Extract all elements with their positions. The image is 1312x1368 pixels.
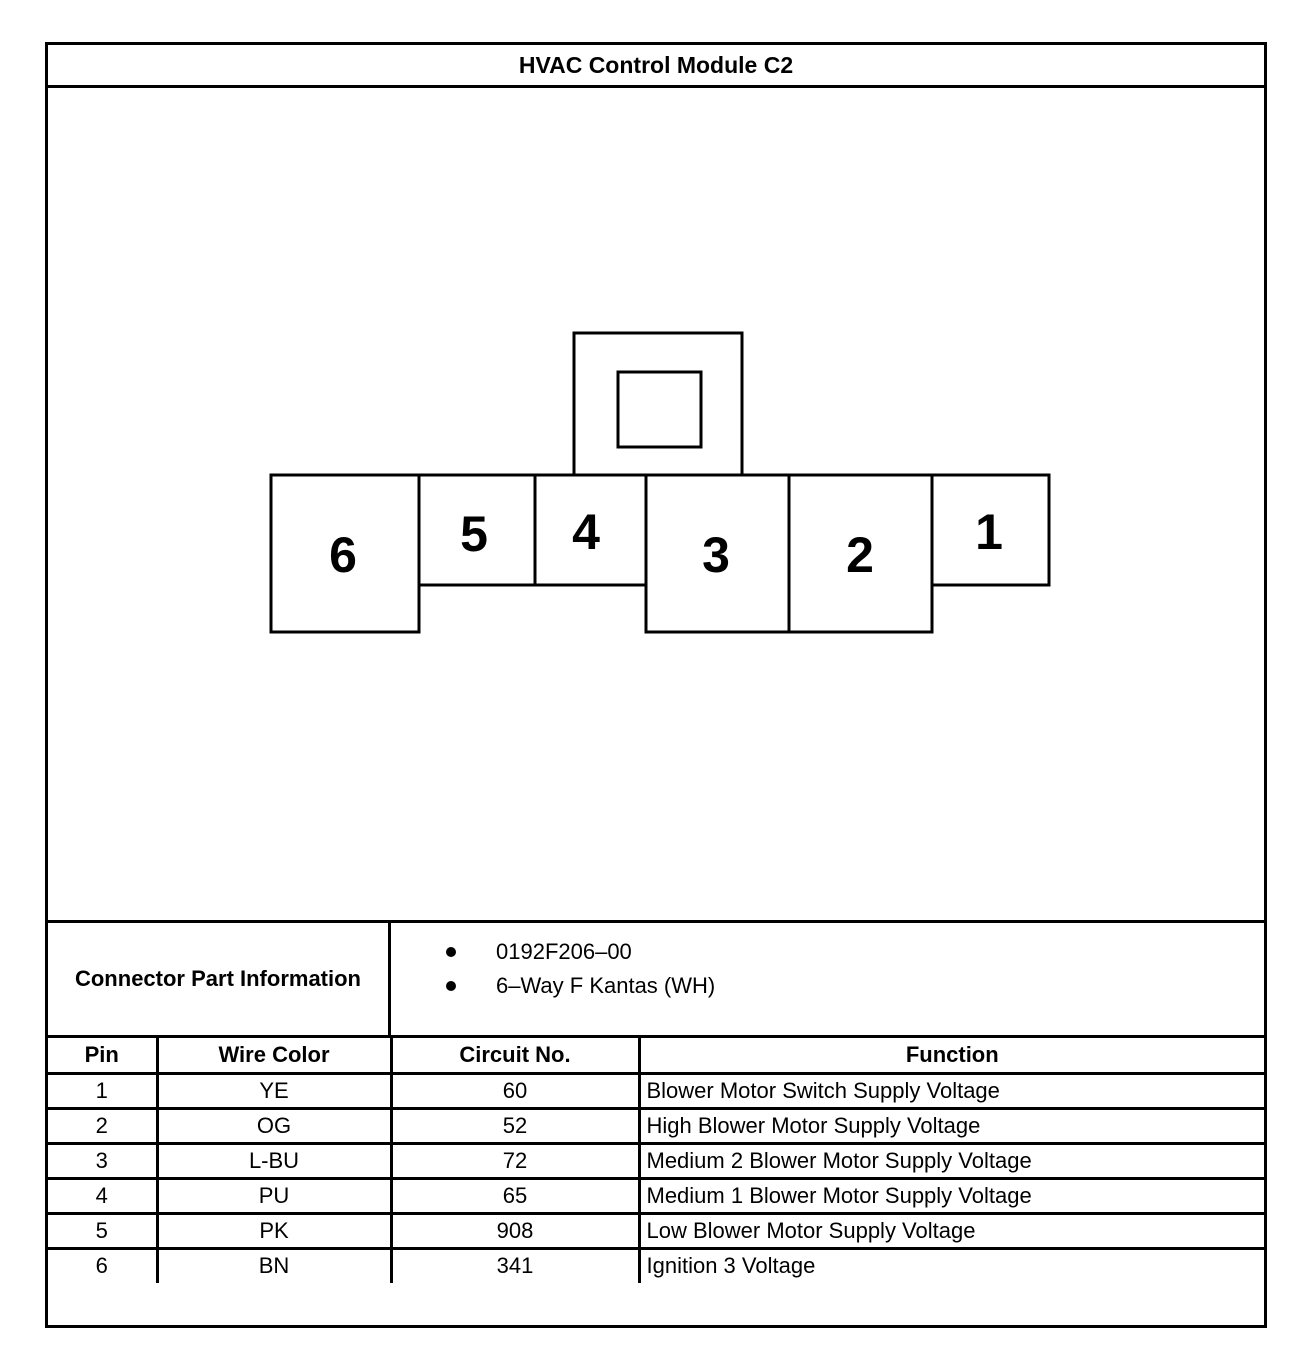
pinout-table xyxy=(48,1038,1264,1283)
connector-part-information-label: Connector Part Information xyxy=(48,923,391,1035)
function-cell: Medium 1 Blower Motor Supply Voltage xyxy=(639,1178,1264,1213)
circuit-no-cell: 72 xyxy=(391,1143,639,1178)
function-cell: Ignition 3 Voltage xyxy=(639,1248,1264,1283)
locking-tab xyxy=(574,333,742,475)
table-row xyxy=(48,1073,1264,1108)
wire-color-cell: YE xyxy=(157,1073,391,1108)
pin-cell: 4 xyxy=(48,1178,157,1213)
column-header-wire-color: Wire Color xyxy=(157,1038,391,1073)
table-header-row xyxy=(48,1038,1264,1073)
pin-cell: 5 xyxy=(48,1213,157,1248)
column-header-pin: Pin xyxy=(48,1038,157,1073)
pin-label-6: 6 xyxy=(329,527,357,583)
circuit-no-cell: 908 xyxy=(391,1213,639,1248)
function-cell: Blower Motor Switch Supply Voltage xyxy=(639,1073,1264,1108)
connector-type: 6–Way F Kantas (WH) xyxy=(496,973,716,998)
function-cell: Low Blower Motor Supply Voltage xyxy=(639,1213,1264,1248)
function-cell: High Blower Motor Supply Voltage xyxy=(639,1108,1264,1143)
list-item xyxy=(446,935,1264,969)
wire-color-cell: PU xyxy=(157,1178,391,1213)
bullet-icon xyxy=(446,947,456,957)
pin-cell: 3 xyxy=(48,1143,157,1178)
column-header-circuit-no: Circuit No. xyxy=(391,1038,639,1073)
circuit-no-cell: 65 xyxy=(391,1178,639,1213)
wire-color-cell: PK xyxy=(157,1213,391,1248)
table-row xyxy=(48,1143,1264,1178)
pin-label-1: 1 xyxy=(975,504,1003,560)
connector-part-list xyxy=(391,923,1264,1035)
pin-label-4: 4 xyxy=(572,504,600,560)
pin-cell: 6 xyxy=(48,1248,157,1283)
bullet-icon xyxy=(446,981,456,991)
pin-cell: 1 xyxy=(48,1073,157,1108)
connector-sheet xyxy=(45,42,1267,1328)
function-cell: Medium 2 Blower Motor Supply Voltage xyxy=(639,1143,1264,1178)
wire-color-cell: BN xyxy=(157,1248,391,1283)
pin-label-3: 3 xyxy=(702,527,730,583)
connector-face-drawing xyxy=(48,88,1264,922)
table-row xyxy=(48,1213,1264,1248)
wire-color-cell: OG xyxy=(157,1108,391,1143)
table-row xyxy=(48,1108,1264,1143)
table-row xyxy=(48,1248,1264,1283)
circuit-no-cell: 341 xyxy=(391,1248,639,1283)
wire-color-cell: L-BU xyxy=(157,1143,391,1178)
circuit-no-cell: 52 xyxy=(391,1108,639,1143)
page-title: HVAC Control Module C2 xyxy=(48,45,1264,88)
connector-part-information xyxy=(48,920,1264,1038)
circuit-no-cell: 60 xyxy=(391,1073,639,1108)
table-row xyxy=(48,1178,1264,1213)
connector-diagram xyxy=(48,88,1264,922)
part-number: 0192F206–00 xyxy=(496,939,632,964)
list-item xyxy=(446,969,1264,1003)
locking-tab-window xyxy=(618,372,701,447)
pin-cell: 2 xyxy=(48,1108,157,1143)
column-header-function: Function xyxy=(639,1038,1264,1073)
pin-label-2: 2 xyxy=(846,527,874,583)
pin-label-5: 5 xyxy=(460,506,488,562)
